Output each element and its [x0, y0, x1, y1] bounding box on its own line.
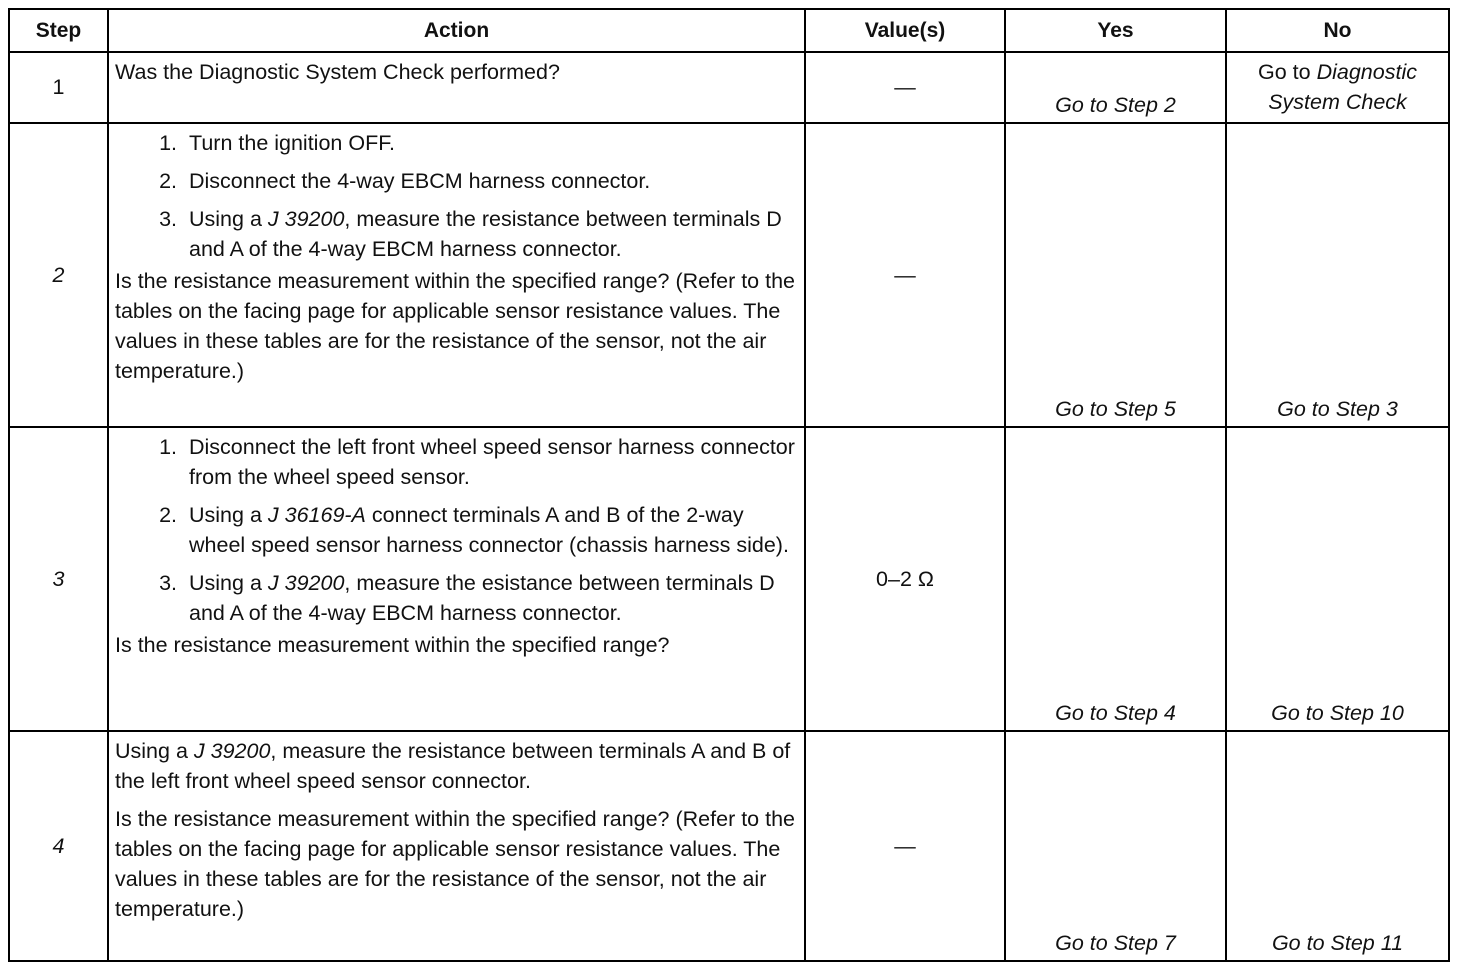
action-step: 3. Using a J 39200, measure the esistance between terminals D and A of the 4-way EBCM harness connector. [183, 568, 798, 628]
action-step: 3. Using a J 39200, measure the resistance between terminals D and A of the 4-way EBCM harness connector. [183, 204, 798, 264]
action-steps [115, 432, 798, 628]
no-cell: Go to Step 11 [1226, 731, 1449, 961]
diagnostic-table [8, 8, 1450, 962]
value-cell: 0–2 Ω [805, 427, 1005, 731]
yes-cell: Go to Step 5 [1005, 123, 1226, 427]
value-cell: — [805, 123, 1005, 427]
action-cell [108, 123, 805, 427]
action-step: 2. Using a J 36169-A connect terminals A and B of the 2-way wheel speed sensor harness connector (chassis harness side). [183, 500, 798, 560]
table-row [9, 123, 1449, 427]
header-yes: Yes [1005, 9, 1226, 52]
value-cell: — [805, 52, 1005, 123]
header-row [9, 9, 1449, 52]
question-text: Is the resistance measurement within the specified range? (Refer to the tables on the facing page for applicable sensor resistance values. The values in these tables are for the resistance of the sensor, not the air temperature.) [115, 807, 795, 921]
yes-cell: Go to Step 7 [1005, 731, 1226, 961]
no-cell: Go to Step 3 [1226, 123, 1449, 427]
action-step: 1. Disconnect the left front wheel speed sensor harness connector from the wheel speed sensor. [183, 432, 798, 492]
header-no: No [1226, 9, 1449, 52]
action-cell [108, 52, 805, 123]
header-step: Step [9, 9, 108, 52]
table-row [9, 427, 1449, 731]
tool-name: J 36169-A [267, 503, 366, 527]
step-number: 4 [9, 731, 108, 961]
action-steps [115, 128, 798, 264]
action-cell [108, 731, 805, 961]
yes-cell: Go to Step 2 [1005, 52, 1226, 123]
no-cell: Go to Diagnostic System Check [1226, 52, 1449, 123]
table-row [9, 731, 1449, 961]
action-cell [108, 427, 805, 731]
step-number: 3 [9, 427, 108, 731]
no-cell: Go to Step 10 [1226, 427, 1449, 731]
table-row [9, 52, 1449, 123]
intro-text: Using a J 39200, measure the resistance between terminals A and B of the left front wheel speed sensor connector. [115, 739, 791, 793]
tool-name: J 39200 [267, 571, 345, 595]
yes-cell: Go to Step 4 [1005, 427, 1226, 731]
step-number: 1 [9, 52, 108, 123]
value-cell: — [805, 731, 1005, 961]
action-step: 1. Turn the ignition OFF. [183, 128, 798, 158]
question-text: Was the Diagnostic System Check performed? [115, 60, 560, 84]
step-number: 2 [9, 123, 108, 427]
header-values: Value(s) [805, 9, 1005, 52]
action-step: 2. Disconnect the 4-way EBCM harness connector. [183, 166, 798, 196]
tool-name: J 39200 [193, 739, 271, 763]
question-text: Is the resistance measurement within the specified range? [115, 633, 670, 657]
tool-name: J 39200 [267, 207, 345, 231]
question-text: Is the resistance measurement within the specified range? (Refer to the tables on the facing page for applicable sensor resistance values. The values in these tables are for the resistance of the sensor, not the air temperature.) [115, 269, 795, 383]
header-action: Action [108, 9, 805, 52]
